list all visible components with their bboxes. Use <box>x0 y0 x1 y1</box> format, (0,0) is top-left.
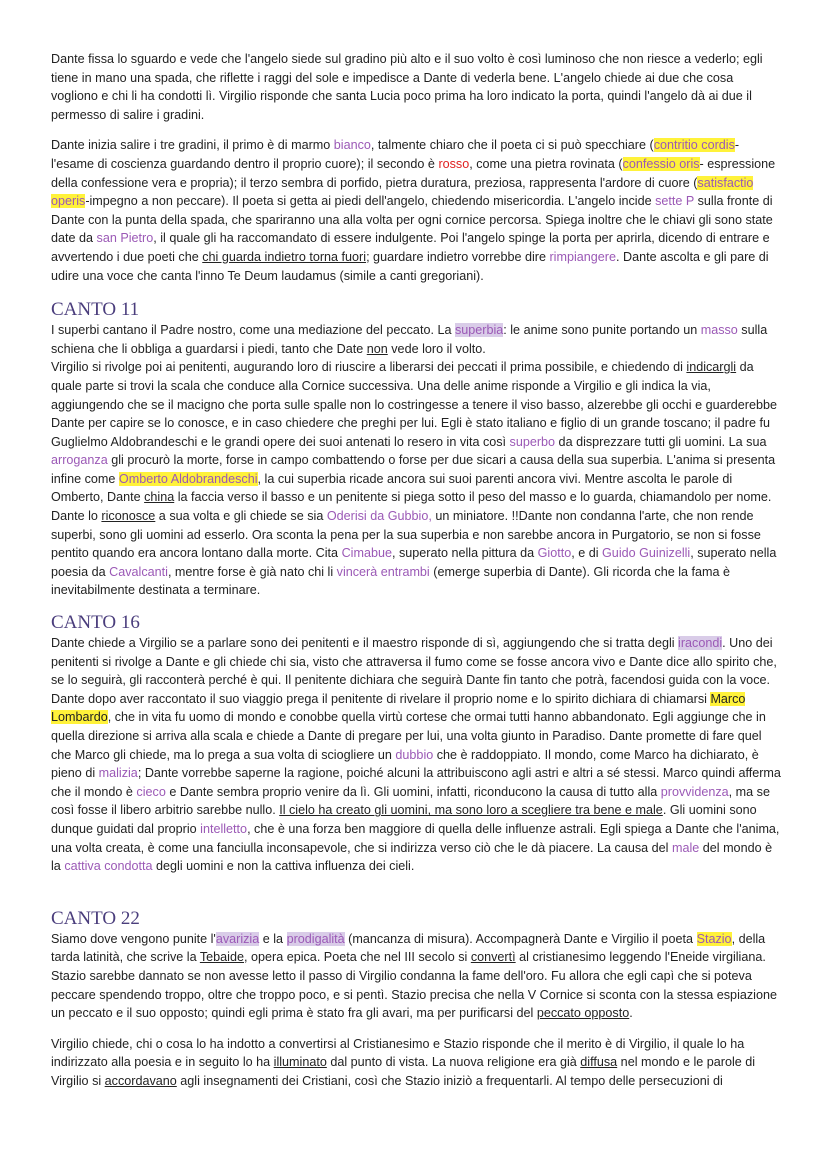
underline-cielo-ha-creato: Il cielo ha creato gli uomini, ma sono loro a scegliere tra bene e male <box>279 803 663 818</box>
text-run: Dante chiede a Virgilio se a parlare sono dei penitenti e il maestro risponde di sì, aggiungendo che si tratta degli <box>51 636 679 651</box>
underline-non: non <box>366 341 388 356</box>
keyword-cattiva-condotta: cattiva condotta <box>64 859 153 874</box>
underline-indicargli: indicargli <box>686 360 737 375</box>
text-run: (emerge superbia di Dante). Gli ricorda che la fama è inevitabilmente destinata a terminare. <box>51 564 731 598</box>
text-run: . <box>629 1006 633 1021</box>
text-run: Virgilio chiede, chi o cosa lo ha indotto a convertirsi al Cristianesimo e Stazio risponde che il merito è di Virgilio, il quale lo ha indirizzato alla poesia e in seguito lo ha <box>51 1036 745 1070</box>
highlight-confessio-oris: confessio oris <box>622 156 700 171</box>
highlight-prodigalita: prodigalità <box>286 931 345 946</box>
paragraph-three-steps <box>51 136 781 285</box>
text-run: sulla schiena che li obbliga a guardarsi i piedi, tanto che Date <box>51 323 768 356</box>
text-run: che è raddoppiato. Il mondo, come Marco ha dichiarato, è pieno di <box>51 747 759 781</box>
text-run: da disprezzare tutti gli uomini. La sua <box>555 434 767 449</box>
text-run: nel mondo e le parole di Virgilio si <box>51 1055 756 1088</box>
text-run: a sua volta e gli chiede se sia <box>155 509 327 524</box>
text-run: , mentre forse è già nato chi li <box>167 564 337 579</box>
text-run: degli uomini e non la cattiva influenza dei cieli. <box>152 859 415 874</box>
keyword-male: male <box>671 840 700 855</box>
underline-peccato-opposto: peccato opposto <box>536 1006 630 1021</box>
text-run: . Dante ascolta e gli pare di udire una voce che canta l'inno Te Deum laudamus (simile a canti gregoriani). <box>51 249 769 283</box>
text-run: . Uno dei penitenti si rivolge a Dante e gli chiede chi sia, visto che attraversa il fumo come se fosse ancora vivo e Dante dice allo spirito che, se lo seguirà, gli racconterà perché è qui. Il penitente dichiara che seguirà Dante fin tanto che potrà, facendosi guida con la voce. Dante dopo aver raccontato il suo viaggio prega il penitente di rivelare il proprio nome e lo spirito dichiara di chiamarsi <box>51 636 777 706</box>
text-run: Virgilio si rivolge poi ai penitenti, augurando loro di riuscire a liberarsi dei peccati il prima possibile, e chiedendo di <box>51 360 687 375</box>
keyword-cimabue: Cimabue <box>341 546 392 561</box>
heading-canto-22: CANTO 22 <box>51 907 140 929</box>
text-run: -impegno a non peccare). Il poeta si getta ai piedi dell'angelo, chiedendo misericordia. L'angelo incide <box>85 194 656 209</box>
underline-china: china <box>144 490 175 505</box>
text-run: Dante inizia salire i tre gradini, il primo è di marmo <box>51 138 334 153</box>
keyword-giotto: Giotto <box>537 546 572 561</box>
keyword-intelletto: intelletto <box>200 821 248 836</box>
keyword-vincera-entrambi: vincerà entrambi <box>336 564 430 579</box>
keyword-malizia: malizia <box>98 766 138 781</box>
keyword-sette-p: sette P <box>655 194 695 209</box>
text-run: del mondo è la <box>51 840 773 874</box>
keyword-superbo: superbo <box>509 434 556 449</box>
text-run: - espressione della confessione vera e propria); il terzo sembra di porfido, pietra duratura, preziosa, rappresenta l'ardore di cuore ( <box>51 156 776 190</box>
keyword-bianco: bianco <box>333 138 371 153</box>
paragraph-canto-11-a <box>51 321 781 358</box>
text-run: la faccia verso il basso e un penitente si piega sotto il peso del masso e lo guarda, chiamandolo per nome. Dante lo <box>51 490 772 524</box>
text-run: Siamo dove vengono punite l' <box>51 931 216 946</box>
text-run: (mancanza di misura). Accompagnerà Dante e Virgilio il poeta <box>344 931 697 946</box>
text-run: , che in vita fu uomo di mondo e conobbe quella virtù cortese che ormai tutti hanno abbandonato. Egli aggiunge che in quella direzione si arriva alla scala e chiede a Dante di pregare per lui, una volta giunto in Paradiso. Dante promette di fare quel che Marco gli chiede, ma lo prega a sua volta di sciogliere un <box>51 710 766 762</box>
paragraph-canto-22-b <box>51 1035 781 1091</box>
keyword-arroganza: arroganza <box>51 453 108 468</box>
text-run: da quale parte si trovi la scala che conduce alla Cornice successiva. Una delle anime risponde a Virgilio e gli indica la via, aggiungendo che se il macigno che porta sulle spalle non lo costringesse a tenere il viso basso, alzerebbe gli occhi e guarderebbe Dante per capire se lo conosce, e in caso chiedere che preghi per lui. Egli è stato italiano e figlio di un grande toscano; il padre fu Guglielmo Aldobrandeschi e le grandi opere dei suoi antenati lo resero in vita così <box>51 360 777 449</box>
keyword-dubbio: dubbio <box>395 747 434 762</box>
highlight-satisfactio-operis: satisfactio operis <box>51 175 754 209</box>
highlight-contritio-cordis: contritio cordis <box>653 138 735 153</box>
underline-converti: convertì <box>470 950 516 965</box>
text-run: , il quale gli ha raccomandato di essere indulgente. Poi l'angelo spinge la porta per aprirla, dicendo di entrare e avvertendo i due poeti che <box>51 231 770 264</box>
underline-diffusa: diffusa <box>580 1055 618 1070</box>
paragraph-canto-11-b <box>51 358 781 600</box>
keyword-rosso: rosso <box>438 156 470 171</box>
document-page <box>51 50 781 1091</box>
underline-illuminato: illuminato <box>273 1055 327 1070</box>
underline-accordavano: accordavano <box>104 1073 177 1088</box>
text-run: , superato nella pittura da <box>391 546 538 561</box>
keyword-rimpiangere: rimpiangere <box>549 249 616 264</box>
text-run: , talmente chiaro che il poeta ci si può specchiare ( <box>370 138 654 153</box>
text-run: , della tarda latinità, che scrive la <box>51 931 766 965</box>
paragraph-angel-intro: Dante fissa lo sguardo e vede che l'angelo siede sul gradino più alto e il suo volto è così luminoso che non riesce a vederlo; egli tiene in mano una spada, che riflette i raggi del sole e impedisce a Dante di vederla bene. L'angelo chiede ai due che cosa vogliono e chi li ha condotti lì. Virgilio risponde che santa Lucia poco prima ha loro indicato la porta, quindi l'angelo dà ai due il permesso di salire i gradini. <box>51 52 763 122</box>
text-run: e la <box>259 931 287 946</box>
keyword-oderisi: Oderisi da Gubbio, <box>326 509 432 524</box>
text-run: ; guardare indietro vorrebbe dire <box>366 249 550 264</box>
underline-chi-guarda-indietro: chi guarda indietro torna fuori <box>202 249 367 264</box>
keyword-masso: masso <box>700 323 738 338</box>
text-run: vede loro il volto. <box>387 341 486 356</box>
text-run: dal punto di vista. La nuova religione era già <box>326 1055 581 1070</box>
highlight-iracondi: iracondi <box>678 636 723 651</box>
highlight-omberto-aldobrandeschi: Omberto Aldobrandeschi <box>118 471 258 486</box>
text-run: un miniatore. !!Dante non condanna l'arte, che non rende superbi, sono gli uomini ad esserlo. Ora sconta la pena per la sua superbia e non sarebbe ancora in Purgatorio, se non si fosse pentito quando era ancora lontano dalla morte. Cita <box>51 509 761 561</box>
highlight-marco-lombardo: Marco Lombardo <box>51 691 746 725</box>
text-run: -l'esame di coscienza guardando dentro il proprio cuore); il secondo è <box>51 138 740 171</box>
text-run: , opera epica. Poeta che nel III secolo si <box>244 950 471 965</box>
paragraph-canto-22-a <box>51 930 781 1023</box>
text-run: , e di <box>571 546 603 561</box>
highlight-avarizia: avarizia <box>215 931 260 946</box>
text-run: gli procurò la morte, forse in campo combattendo o forse per due sicari a causa della sua superbia. L'anima si presenta infine come <box>51 453 776 486</box>
text-run: , la cui superbia ricade ancora sui suoi parenti ancora vivi. Mentre ascolta le parole di Omberto, Dante <box>51 471 733 505</box>
keyword-san-pietro: san Pietro <box>96 231 154 246</box>
underline-tebaide: Tebaide <box>199 950 244 965</box>
text-run: ; Dante vorrebbe saperne la ragione, poiché alcuni la attribuiscono agli astri e altri a sé stessi. Marco quindi afferma che il mondo è <box>51 766 781 799</box>
text-run: . Gli uomini sono dunque guidati dal proprio <box>51 803 757 836</box>
highlight-superbia: superbia <box>454 323 504 338</box>
text-run: sulla fronte di Dante con la punta della spada, che spariranno una alla volta per ogni cornice percorsa. Spiega inoltre che le chiavi gli sono state date da <box>51 194 773 246</box>
text-run: I superbi cantano il Padre nostro, come una mediazione del peccato. La <box>51 323 455 338</box>
text-run: agli insegnamenti dei Cristiani, così che Stazio iniziò a frequentarli. Al tempo delle persecuzioni di <box>176 1073 723 1088</box>
keyword-cieco: cieco <box>136 784 166 799</box>
keyword-guinizelli: Guido Guinizelli <box>602 546 691 561</box>
text-run: e Dante sembra proprio venire da lì. Gli uomini, infatti, riconducono la causa di tutto alla <box>165 784 661 799</box>
text-run: , ma se così fosse il libero arbitrio sarebbe nullo. <box>51 784 770 818</box>
heading-canto-11: CANTO 11 <box>51 299 140 321</box>
paragraph-canto-16 <box>51 634 781 876</box>
text-run: , come una pietra rovinata ( <box>469 156 623 171</box>
heading-canto-16: CANTO 16 <box>51 612 140 634</box>
text-run: al cristianesimo leggendo l'Eneide virgiliana. Stazio sarebbe dannato se non avesse letto il passo di Virgilio condanna la fame dell'oro. Fu allora che egli capì che si poteva peccare spendendo troppo, oltre che troppo poco, e si pentì. Stazio precisa che nella V Cornice si sconta con la stessa espiazione un peccato e il suo opposto; quindi egli prima è stato fra gli avari, ma per purificarsi del <box>51 950 777 1021</box>
highlight-stazio: Stazio <box>696 931 732 946</box>
underline-riconosce: riconosce <box>101 509 156 524</box>
text-run: , che è una forza ben maggiore di quella delle influenze astrali. Egli spiega a Dante che l'anima, una volta creata, è come una fanciulla inconsapevole, che si indirizza verso ciò che le dà piacere. La causa del <box>51 821 780 855</box>
keyword-cavalcanti: Cavalcanti <box>109 564 168 579</box>
keyword-provvidenza: provvidenza <box>660 784 729 799</box>
text-run: : le anime sono punite portando un <box>503 323 701 338</box>
text-run: , superato nella poesia da <box>51 546 777 579</box>
